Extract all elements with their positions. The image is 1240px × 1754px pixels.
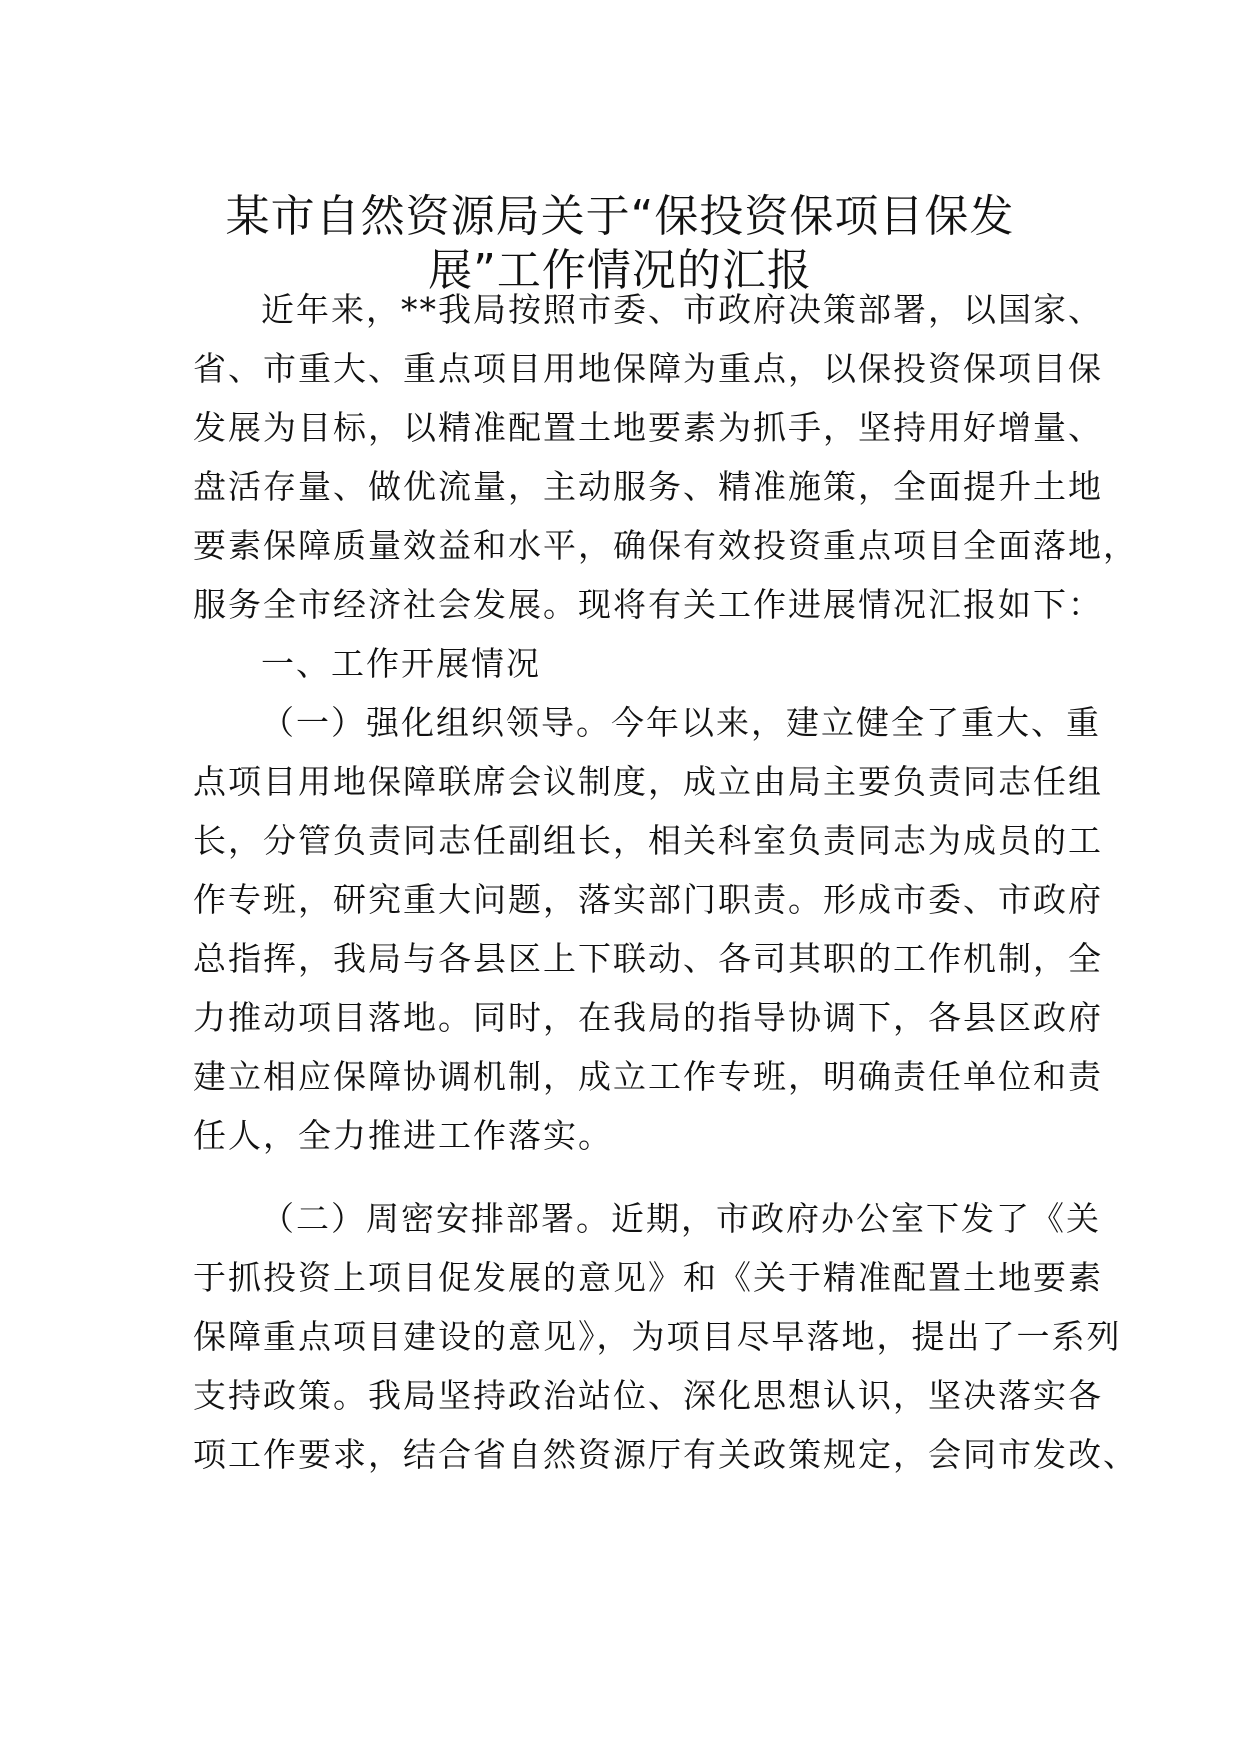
title-line: 展”工作情况的汇报 [428,245,812,296]
paragraph-line: 省、市重大、重点项目用地保障为重点，以保投资保项目保 [193,349,1103,388]
section-heading [193,634,1053,693]
paragraph-line: 作专班，研究重大问题，落实部门职责。形成市委、市政府 [193,880,1103,919]
paragraph-line: 力推动项目落地。同时，在我局的指导协调下，各县区政府 [193,998,1103,1037]
paragraph-line: 总指挥，我局与各县区上下联动、各司其职的工作机制，全 [193,939,1103,978]
paragraph-line: 长，分管负责同志任副组长，相关科室负责同志为成员的工 [193,821,1103,860]
document-body [193,280,1138,1484]
paragraph-line: 保障重点项目建设的意见》，为项目尽早落地，提出了一系列 [193,1317,1122,1356]
intro-paragraph [193,280,1138,634]
title-line: 某市自然资源局关于“保投资保项目保发 [225,191,1015,242]
subsection-paragraph [193,693,1103,1165]
paragraph-spacer [193,1165,1053,1189]
paragraph-line: （一）强化组织领导。今年以来，建立健全了重大、重 [261,703,1101,742]
paragraph-line: （二）周密安排部署。近期，市政府办公室下发了《关 [261,1199,1101,1238]
paragraph-line: 要素保障质量效益和水平，确保有效投资重点项目全面落地， [193,526,1138,565]
paragraph-line: 任人，全力推进工作落实。 [193,1116,613,1155]
paragraph-line: 服务全市经济社会发展。现将有关工作进展情况汇报如下： [193,585,1103,624]
paragraph-line: 盘活存量、做优流量，主动服务、精准施策，全面提升土地 [193,467,1103,506]
paragraph-line: 支持政策。我局坚持政治站位、深化思想认识，坚决落实各 [193,1376,1103,1415]
paragraph-line: 于抓投资上项目促发展的意见》和《关于精准配置土地要素 [193,1258,1103,1297]
paragraph-line: 发展为目标，以精准配置土地要素为抓手，坚持用好增量、 [193,408,1103,447]
paragraph-line: 建立相应保障协调机制，成立工作专班，明确责任单位和责 [193,1057,1103,1096]
paragraph-line: 项工作要求，结合省自然资源厅有关政策规定，会同市发改、 [193,1435,1138,1474]
section-heading-text: 一、工作开展情况 [261,644,541,683]
paragraph-line: 近年来，**我局按照市委、市政府决策部署，以国家、 [261,290,1103,329]
paragraph-line: 点项目用地保障联席会议制度，成立由局主要负责同志任组 [193,762,1103,801]
subsection-paragraph [193,1189,1138,1484]
